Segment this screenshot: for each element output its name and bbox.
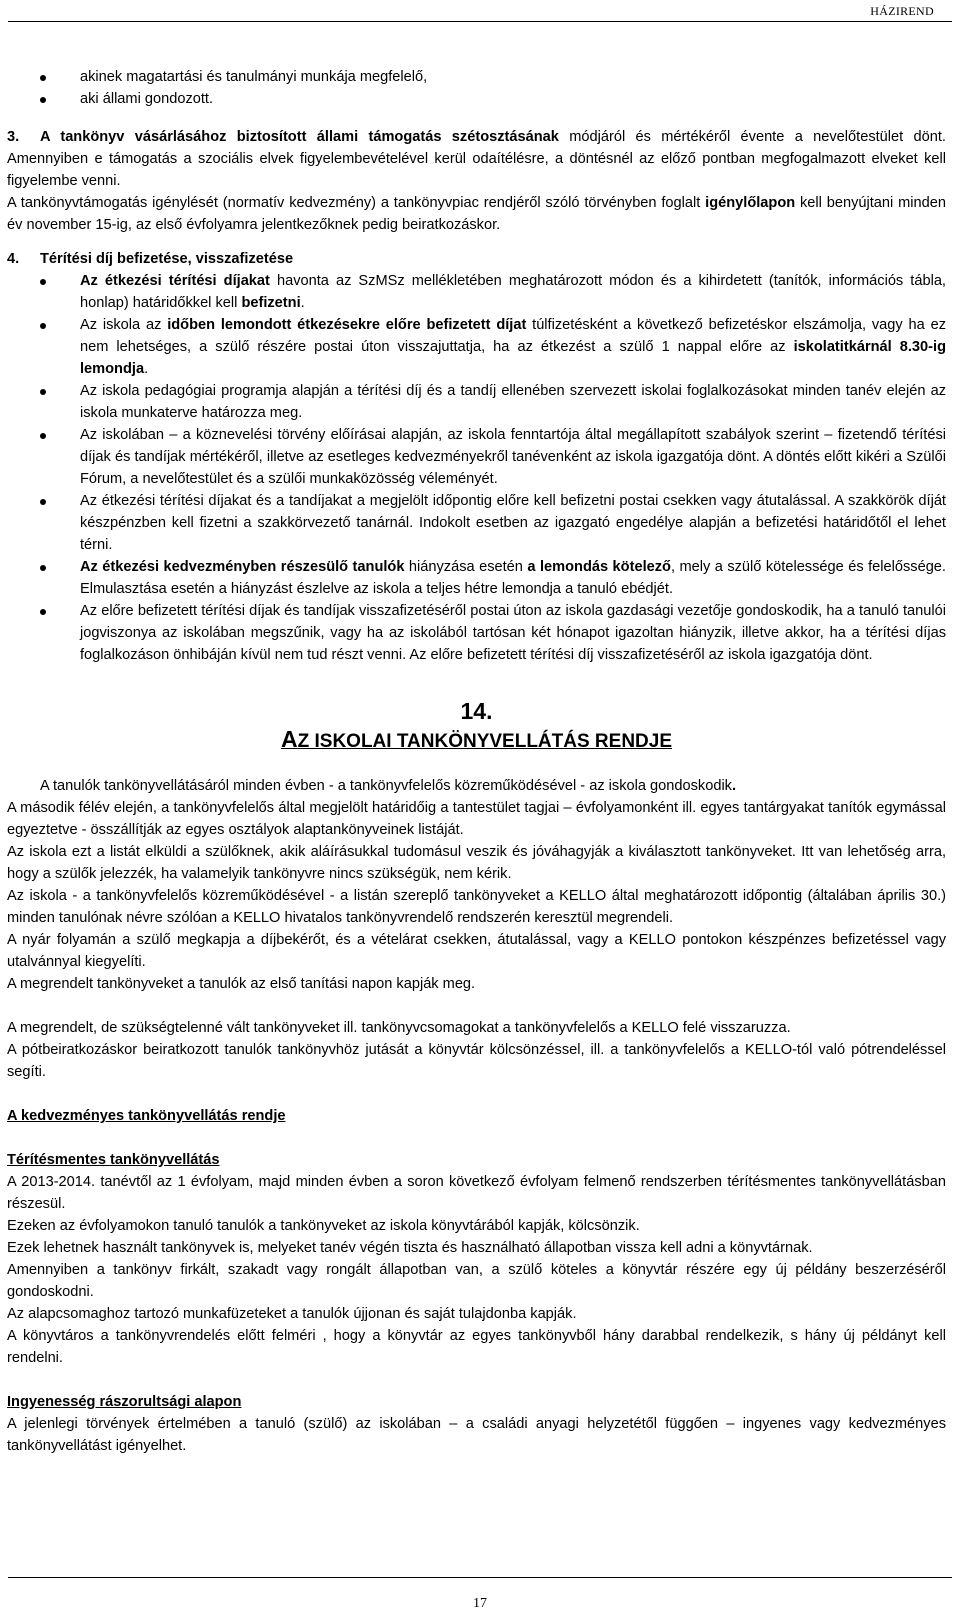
- section-4-number: 4.: [7, 251, 20, 267]
- text-run: .: [731, 778, 737, 794]
- igenylolap-bold: igénylőlapon: [705, 195, 796, 211]
- paragraph: Az iskola - a tankönyvfelelős közreműködésével - a listán szereplő tankönyveket a KELLO által meghatározott időpontig (általában április 30.) minden tanulónak névre szólóan a KELLO hivatalos tankönyvrendelő rendszerén keresztül megrendeli.: [7, 888, 946, 926]
- text-run: Az iskola az: [80, 317, 168, 333]
- text-run: hiányzása esetén: [404, 559, 528, 575]
- paragraph: A nyár folyamán a szülő megkapja a díjbekérőt, és a vételárat csekken, átutalással, vagy a KELLO pontokon készpénzes befizetéssel vagy utalvánnyal kiegyelíti.: [7, 932, 946, 970]
- kedvezmenyes-heading: A kedvezményes tankönyvellátás rendje: [7, 1108, 286, 1124]
- footer-rule: [8, 1577, 952, 1578]
- header-rule: [8, 21, 952, 22]
- paragraph: A 2013-2014. tanévtől az 1 évfolyam, majd minden évben a soron következő évfolyam felmenő rendszerben térítésmentes tankönyvellátásban részesül.: [7, 1174, 946, 1212]
- ingyenesseg-heading: Ingyenesség rászorultsági alapon: [7, 1394, 242, 1410]
- section-4: [7, 248, 946, 666]
- section-3-number: 3.: [7, 129, 20, 145]
- running-header: HÁZIREND: [870, 4, 934, 18]
- teritesmentes-section: [7, 1149, 946, 1369]
- paragraph: A pótbeiratkozáskor beiratkozott tanulók tankönyvhöz jutását a könyvtár kölcsönzéssel, ill. a tankönyvfelelős a KELLO-tól való pótrendeléssel segíti.: [7, 1042, 946, 1080]
- text-run: havonta az SzMSz mellékletében meghatározott módon és a kihirdetett (tanítók, információs tábla, honlap) határidőkkel kell: [80, 273, 946, 311]
- text-run: időben lemondott étkezésekre előre befizetett díjat: [167, 317, 527, 333]
- section-4-heading: [7, 248, 946, 270]
- paragraph: A könyvtáros a tankönyvrendelés előtt felméri , hogy a könyvtár az egyes tankönyvből hány darabbal rendelkezik, s hány új példányt kell rendelni.: [7, 1328, 946, 1366]
- page-content: [7, 66, 946, 1457]
- paragraph: Amennyiben a tankönyv firkált, szakadt vagy rongált állapotban van, a szülő köteles a könyvtár részére egy új példány beszerzéséről gondoskodni.: [7, 1262, 946, 1300]
- paragraph: A megrendelt tankönyveket a tanulók az első tanítási napon kapják meg.: [7, 976, 476, 992]
- spacer: [7, 1369, 946, 1391]
- text-run: kell benyújtani minden év november 15-ig, az első évfolyamra jelentkezőknek pedig beiratkozáskor.: [7, 195, 946, 233]
- payment-rules-list: [7, 270, 946, 666]
- section-3-bold: A tankönyv vásárlásához biztosított állami támogatás szétosztásának: [40, 129, 559, 145]
- text-run: Az étkezési kedvezményben részesülő tanulók: [80, 559, 405, 575]
- chapter-title-initial: A: [280, 726, 298, 752]
- section-3-text: módjáról és mértékéről évente a nevelőtestület dönt. Amennyiben e támogatás a szociális elvek figyelembevételével kerül odaítélésre, a döntésnél az előző pontban megfogalmazott elveket kell figyelembe venni.: [7, 129, 946, 189]
- textbook-intro: [7, 775, 946, 797]
- paragraph: Ezek lehetnek használt tankönyvek is, melyeket tanév végén tiszta és használható állapotban vissza kell adni a könyvtárnak.: [7, 1240, 813, 1256]
- text-run: , mely a szülő kötelessége és felelőssége. Elmulasztása esetén a hiányzást észlelve az iskola a teljes hétre lemondja a tanuló ebédjét.: [80, 559, 946, 597]
- teritesmentes-heading: Térítésmentes tankönyvellátás: [7, 1152, 220, 1168]
- list-item: [7, 556, 946, 600]
- section-3-paragraph: [7, 126, 946, 192]
- text-run: A tankönyvtámogatás igénylését (normatív kedvezmény) a tankönyvpiac rendjéről szóló törvényben foglalt: [7, 195, 706, 211]
- textbook-section: [7, 775, 946, 1083]
- section-4-title: Térítési díj befizetése, visszafizetése: [40, 251, 294, 267]
- text-run: A tanulók tankönyvellátásáról minden évben - a tankönyvfelelős közreműködésével - az iskola gondoskodik: [40, 778, 732, 794]
- section-3-paragraph-2: [7, 192, 946, 236]
- text-run: túlfizetésként a következő befizetéskor elszámolja, vagy ha ez nem lehetséges, a szülő részére postai úton visszajuttatja, ha az étkezést a szülő 1 nappal előre az: [80, 317, 946, 355]
- section-3: [7, 126, 946, 236]
- text-run: .: [144, 361, 149, 377]
- spacer: [7, 1127, 946, 1149]
- paragraph: Ezeken az évfolyamokon tanuló tanulók a tankönyveket az iskola könyvtárából kapják, kölcsönzik.: [7, 1218, 640, 1234]
- ingyenesseg-section: [7, 1391, 946, 1457]
- text-run: iskolatitkárnál 8.30-ig lemondja: [80, 339, 946, 377]
- paragraph: Az iskola ezt a listát elküldi a szülőknek, akik aláírásukkal tudomásul veszik és jóváhagyják a kiválasztott tankönyveket. Itt van lehetőség arra, hogy a szülők jelezzék, ha valamelyik tankönyvre nincs szükségük, nem kérik.: [7, 844, 946, 882]
- eligibility-list: [7, 66, 946, 110]
- list-item: [7, 270, 946, 314]
- text-run: Az étkezési térítési díjakat: [80, 273, 270, 289]
- paragraph: A jelenlegi törvények értelmében a tanuló (szülő) az iskolában – a családi anyagi helyzetétől függően – ingyenes vagy kedvezményes tankönyvellátást igényelhet.: [7, 1416, 946, 1454]
- paragraph: A megrendelt, de szükségtelenné vált tankönyveket ill. tankönyvcsomagokat a tankönyvfelelős a KELLO felé visszaruzza.: [7, 1020, 791, 1036]
- spacer: [7, 995, 946, 1017]
- paragraph: Az alapcsomaghoz tartozó munkafüzeteket a tanulók újjonan és saját tulajdonba kapják.: [7, 1306, 577, 1322]
- spacer: [7, 1083, 946, 1105]
- chapter-number: 14.: [460, 698, 493, 724]
- page-number: 17: [473, 1596, 487, 1611]
- list-item: Az étkezési térítési díjakat és a tandíjakat a megjelölt időpontig előre kell befizetni postai csekken vagy átutalással. A szakkörök díját készpénzben kell fizetni a szakkörvezető tanárnál. Indokolt esetben az igazgató engedélye alapján a befizetési határidőtől el lehet térni.: [7, 490, 946, 556]
- text-run: befizetni: [241, 295, 301, 311]
- text-run: a lemondás kötelező: [527, 559, 671, 575]
- text-run: .: [300, 295, 305, 311]
- list-item: [7, 314, 946, 380]
- list-item: Az iskolában – a köznevelési törvény előírásai alapján, az iskola fenntartója által megállapított szabályok szerint – fizetendő térítési díjak és tandíjak mértékéről, illetve az esetleges kedvezményekről tanévenként az iskola igazgatója dönt. A döntés előtt kikéri a Szülői Fórum, a nevelőtestület és a szülői munkaközösség véleményét.: [7, 424, 946, 490]
- paragraph: A második félév elején, a tankönyvfelelős által megjelölt határidőig a tantestület tagjai – évfolyamonként ill. egyes tantárgyakat tanítók egymással egyeztetve - összállítják az egyes osztályok alaptankönyveinek listáját.: [7, 800, 946, 838]
- list-item: aki állami gondozott.: [7, 88, 946, 110]
- list-item: akinek magatartási és tanulmányi munkája megfelelő,: [7, 66, 946, 88]
- chapter-title: [7, 726, 946, 755]
- list-item: Az előre befizetett térítési díjak és tandíjak visszafizetéséről postai úton az iskola gazdasági vezetője gondoskodik, ha a tanuló tanulói jogviszonya az iskolában megszűnik, vagy ha az iskolából tartósan két hónapot igazoltan hiányzik, illetve akkor, ha a térítési díjas foglalkozáson önhibáján kívül nem tud részt venni. Az előre befizetett térítési díj visszafizetéséről az iskola igazgatója dönt.: [7, 600, 946, 666]
- list-item: Az iskola pedagógiai programja alapján a térítési díj és a tandíj ellenében szervezett iskolai foglalkozásokat minden tanév elején az iskola munkaterve határozza meg.: [7, 380, 946, 424]
- chapter-title-rest: Z ISKOLAI TANKÖNYVELLÁTÁS RENDJE: [297, 731, 672, 752]
